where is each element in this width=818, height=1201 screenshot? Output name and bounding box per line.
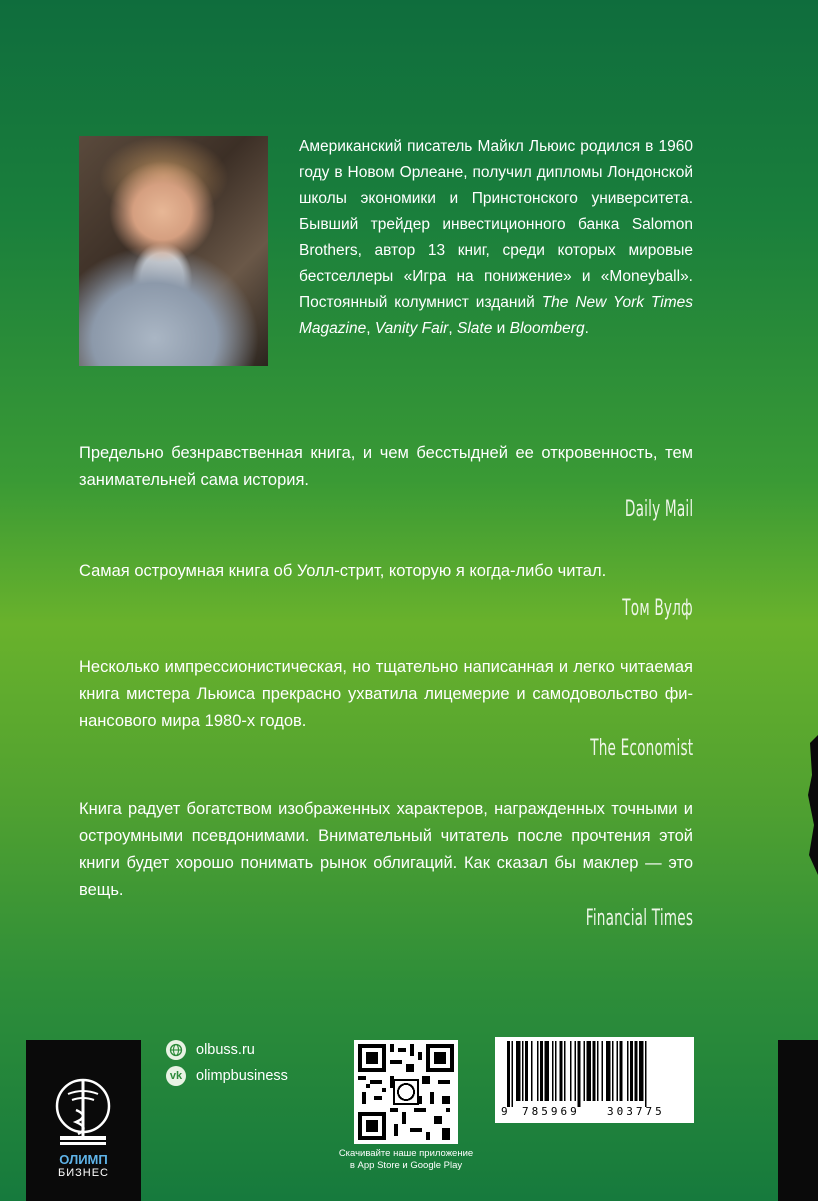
barcode-bar xyxy=(555,1041,557,1101)
barcode-bar xyxy=(587,1041,592,1101)
barcode-bar xyxy=(522,1041,524,1101)
barcode-bar xyxy=(531,1041,533,1101)
website-text: olbuss.ru xyxy=(196,1042,255,1058)
review-quote: Предельно безнравственная книга, и чем бесстыдней ее откровенность, тем занимательней сама история. xyxy=(79,444,693,489)
review-source: Financial Times xyxy=(585,906,693,931)
barcode-bar xyxy=(602,1041,604,1101)
publisher-logo xyxy=(26,1040,141,1201)
barcode-bar xyxy=(564,1041,566,1101)
barcode-bar xyxy=(578,1041,581,1107)
publisher-name-line2: БИЗНЕС xyxy=(58,1167,109,1179)
review-source: Том Вулф xyxy=(622,596,693,621)
app-promo-line1: Скачивайте наше приложение xyxy=(338,1148,474,1159)
isbn-barcode xyxy=(495,1037,694,1123)
publisher-name-line1: ОЛИМП xyxy=(59,1152,108,1167)
spine-edge xyxy=(778,1040,818,1201)
review-quote: Самая остроумная книга об Уолл-стрит, которую я когда-либо читал. xyxy=(79,562,607,580)
barcode-bar xyxy=(575,1041,577,1101)
barcode-bar xyxy=(525,1041,528,1101)
barcode-bar xyxy=(617,1041,619,1101)
author-photo xyxy=(79,136,268,366)
review-quote: Несколько импрессионистическая, но тщательно написанная и легко читаемая книга мистера Льюиса прекрасно ухватила лицемерие и самодовольство финансового мира 1980-х годов. xyxy=(79,658,693,730)
barcode-bar xyxy=(584,1041,586,1101)
qr-code[interactable] xyxy=(354,1040,458,1144)
barcode-bar xyxy=(570,1041,572,1101)
barcode-bar xyxy=(606,1041,611,1101)
isbn-digits-left: 785969 xyxy=(522,1105,580,1118)
barcode-bar xyxy=(507,1041,510,1107)
author-bio: Американский писатель Майкл Льюис родился в 1960 году в Новом Орлеане, получил дипломы Лондонской школы экономики и Принстонского университета. Бывший трейдер инвестиционного банка Salomon Brothers, автор 13 книг, среди которых мировые бестселлеры «Игра на понижение» и «Moneyball». Постоянный колумнист изданий The New York Times Magazine, Vanity Fair, Slate и Bloomberg. xyxy=(299,138,693,337)
barcode-bar xyxy=(593,1041,596,1101)
app-promo xyxy=(300,1148,512,1172)
barcode-bar xyxy=(512,1041,514,1107)
barcode-bar xyxy=(627,1041,629,1101)
globe-icon xyxy=(166,1040,186,1060)
barcode-bar xyxy=(645,1041,647,1107)
barcode-bar xyxy=(635,1041,638,1101)
barcode-bar xyxy=(545,1041,550,1101)
barcode-bar xyxy=(630,1041,633,1101)
app-promo-line2: в App Store и Google Play xyxy=(349,1160,463,1171)
barcode-bar xyxy=(560,1041,563,1101)
isbn-digits-right: 303775 xyxy=(607,1105,665,1118)
isbn-digit-prefix: 9 xyxy=(501,1105,508,1118)
vk-text: olimpbusiness xyxy=(196,1068,288,1084)
barcode-bar xyxy=(597,1041,599,1101)
website-link[interactable] xyxy=(166,1040,255,1060)
barcode-bar xyxy=(537,1041,539,1101)
caduceus-icon xyxy=(46,1070,121,1155)
barcode-bar xyxy=(540,1041,543,1101)
barcode-bar xyxy=(620,1041,623,1101)
barcode-bar xyxy=(552,1041,554,1101)
vk-icon: vk xyxy=(166,1066,186,1086)
barcode-bar xyxy=(612,1041,614,1101)
review-source: The Economist xyxy=(589,736,693,761)
barcode-bar xyxy=(516,1041,521,1101)
review-source: Daily Mail xyxy=(624,497,693,522)
vk-link[interactable] xyxy=(166,1066,288,1086)
spine-mark xyxy=(806,735,818,875)
barcode-bar xyxy=(639,1041,644,1101)
review-quote: Книга радует богатством изображенных характеров, награжденных точными и остроумными псевдонимами. Внимательный читатель после прочтения этой книги будет хорошо понимать рынок облигаций. Как сказал бы маклер — это вещь. xyxy=(79,800,693,899)
